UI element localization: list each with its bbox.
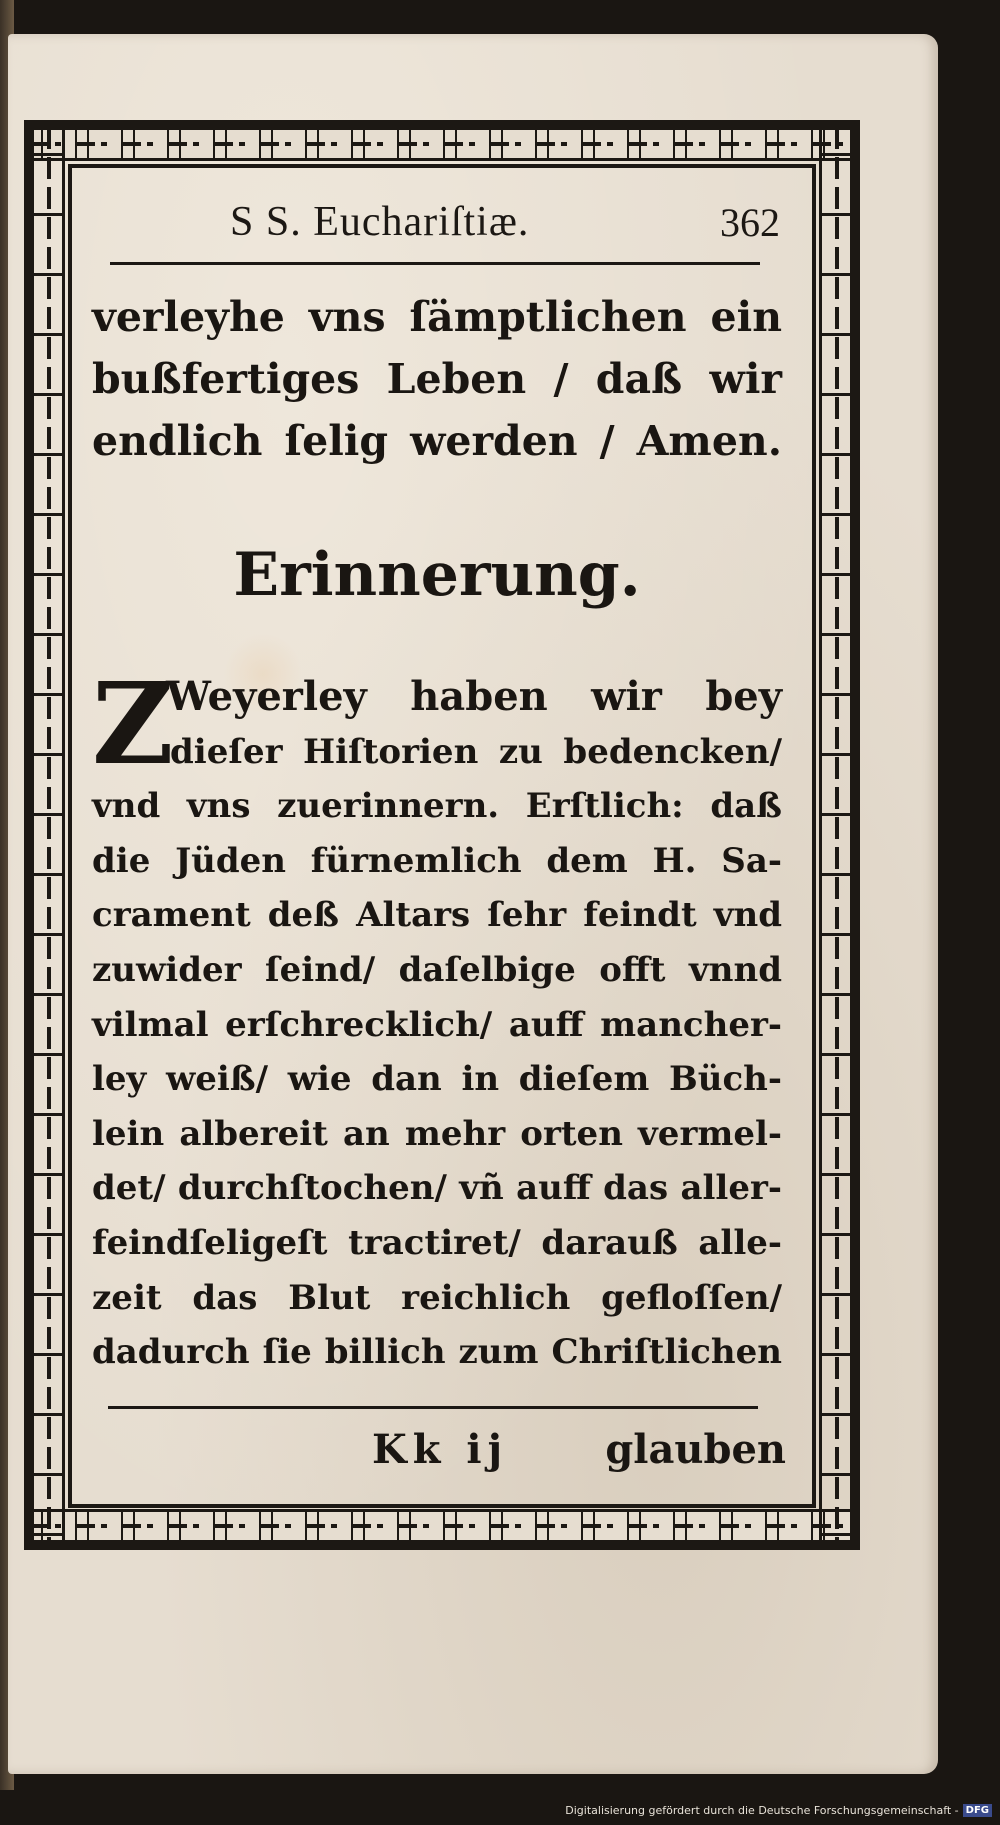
text-line: endlich ſelig werden / Amen. (92, 417, 782, 465)
body-paragraph (92, 659, 782, 1380)
border-band-bottom (31, 1509, 853, 1543)
text-line: det/ durchſtochen/ vñ auff das aller- (92, 1168, 782, 1209)
text-line: vnd vns zuerinnern. Erſtlich: daß (92, 786, 782, 827)
drop-initial: Z (92, 659, 174, 790)
signature-mark: Kk ij (372, 1426, 509, 1473)
border-band-right (819, 127, 853, 1543)
running-head: S S. Euchariſtiæ. (230, 199, 530, 245)
page-header (110, 190, 780, 246)
section-heading: Erinnerung. (233, 540, 641, 610)
text-line: feindſeligeſt tractiret/ darauß alle- (92, 1222, 782, 1263)
text-line: bußfertiges Leben / daß wir (92, 355, 782, 403)
digitization-credit (565, 1801, 992, 1819)
border-band-top (31, 127, 853, 161)
text-line: verleyhe vns ſämptlichen ein (92, 293, 782, 341)
text-line: zeit das Blut reichlich gefloſſen/ (92, 1277, 782, 1318)
page-number: 362 (720, 200, 780, 245)
text-line: dadurch ſie billich zum Chriſtlichen (92, 1332, 782, 1373)
page-footer (110, 1426, 786, 1486)
text-line: die Jüden fürnemlich dem H. Sa- (92, 840, 782, 881)
dfg-logo: DFG (963, 1804, 992, 1817)
text-line: crament deß Altars ſehr feindt vnd (92, 895, 782, 936)
text-line: ley weiß/ wie dan in dieſem Büch- (92, 1059, 782, 1100)
border-band-left (31, 127, 65, 1543)
text-line: vilmal erſchrecklich/ auff mancher- (92, 1004, 782, 1045)
prayer-ending (92, 286, 782, 472)
credit-text: Digitalisierung gefördert durch die Deutsche Forschungsgemeinschaft - (565, 1803, 959, 1817)
catchword: glauben (605, 1426, 786, 1473)
header-rule (110, 262, 760, 265)
text-line: zuwider ſeind/ daſelbige offt vnnd (92, 949, 782, 990)
footer-rule (108, 1406, 758, 1409)
text-line: lein albereit an mehr orten vermel- (92, 1113, 782, 1154)
text-line: Weyerley haben wir bey (166, 673, 782, 720)
text-line: dieſer Hiſtorien zu bedencken/ (170, 731, 782, 772)
